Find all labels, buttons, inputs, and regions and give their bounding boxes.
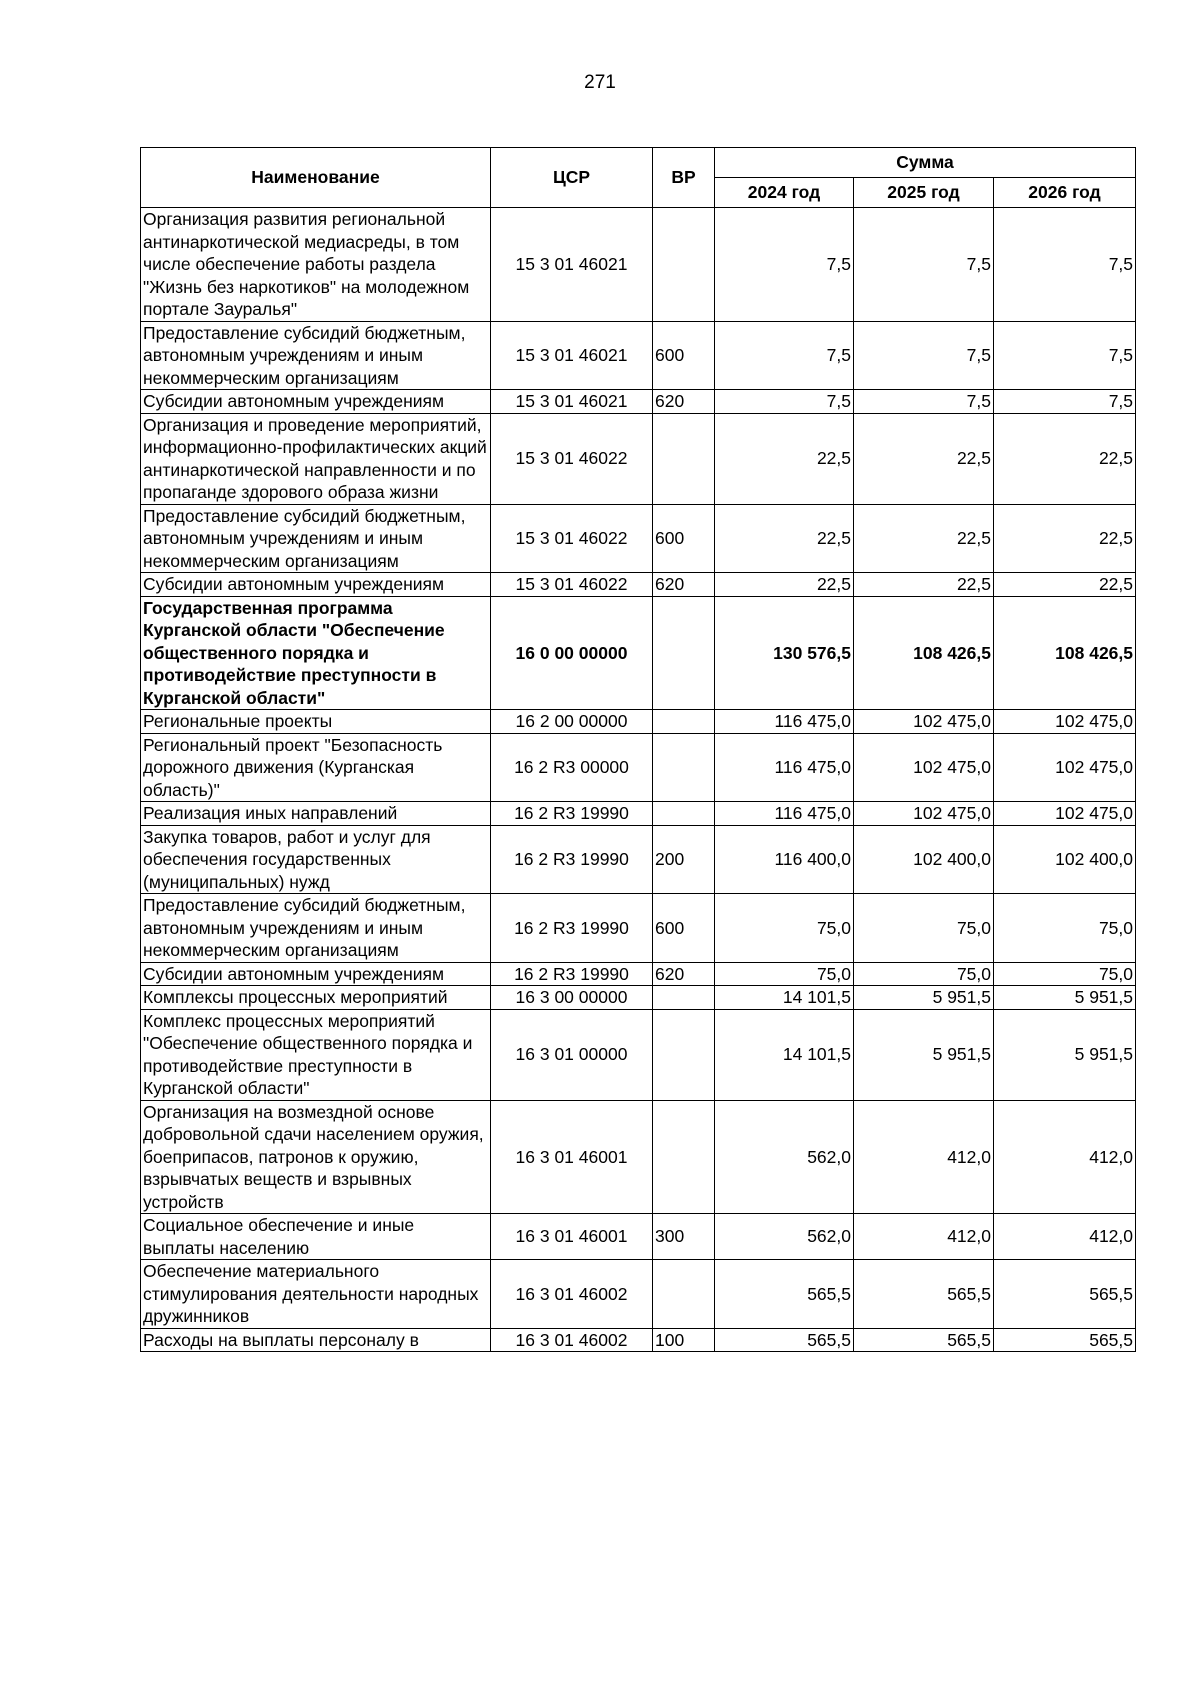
cell-2024: 565,5 (715, 1328, 854, 1352)
cell-2024: 7,5 (715, 390, 854, 414)
cell-vr (653, 710, 715, 734)
cell-vr: 620 (653, 962, 715, 986)
cell-2024: 75,0 (715, 962, 854, 986)
cell-csr: 15 3 01 46021 (491, 208, 653, 322)
table-body (141, 208, 1136, 1352)
cell-name: Субсидии автономным учреждениям (141, 962, 491, 986)
table-row (141, 733, 1136, 802)
cell-2025: 412,0 (854, 1214, 994, 1260)
table-row (141, 962, 1136, 986)
cell-2025: 412,0 (854, 1100, 994, 1214)
cell-vr: 200 (653, 825, 715, 894)
cell-2026: 102 400,0 (994, 825, 1136, 894)
table-row (141, 1009, 1136, 1100)
cell-name: Расходы на выплаты персоналу в (141, 1328, 491, 1352)
cell-csr: 16 3 01 00000 (491, 1009, 653, 1100)
table-row (141, 390, 1136, 414)
cell-2024: 116 475,0 (715, 710, 854, 734)
cell-csr: 16 2 R3 19990 (491, 825, 653, 894)
table-row (141, 825, 1136, 894)
header-sum: Сумма (715, 148, 1136, 178)
cell-vr: 100 (653, 1328, 715, 1352)
cell-2025: 7,5 (854, 208, 994, 322)
cell-csr: 16 3 01 46002 (491, 1260, 653, 1329)
header-2026: 2026 год (994, 178, 1136, 208)
cell-vr: 300 (653, 1214, 715, 1260)
cell-2025: 22,5 (854, 413, 994, 504)
cell-2024: 7,5 (715, 208, 854, 322)
cell-name: Закупка товаров, работ и услуг для обеспечения государственных (муниципальных) нужд (141, 825, 491, 894)
cell-2025: 102 475,0 (854, 733, 994, 802)
cell-2026: 412,0 (994, 1214, 1136, 1260)
cell-name: Реализация иных направлений (141, 802, 491, 826)
cell-2026: 5 951,5 (994, 1009, 1136, 1100)
cell-vr (653, 733, 715, 802)
page-number: 271 (584, 72, 616, 93)
cell-2026: 565,5 (994, 1328, 1136, 1352)
cell-2024: 562,0 (715, 1214, 854, 1260)
cell-name: Региональный проект "Безопасность дорожного движения (Курганская область)" (141, 733, 491, 802)
cell-csr: 15 3 01 46021 (491, 321, 653, 390)
table-row (141, 321, 1136, 390)
header-2025: 2025 год (854, 178, 994, 208)
header-2024: 2024 год (715, 178, 854, 208)
table-row (141, 573, 1136, 597)
cell-vr: 620 (653, 390, 715, 414)
cell-csr: 16 2 R3 19990 (491, 962, 653, 986)
table-row (141, 1328, 1136, 1352)
cell-vr (653, 413, 715, 504)
cell-name: Субсидии автономным учреждениям (141, 390, 491, 414)
cell-csr: 16 2 R3 19990 (491, 802, 653, 826)
table-row (141, 710, 1136, 734)
cell-2026: 7,5 (994, 321, 1136, 390)
cell-2025: 22,5 (854, 504, 994, 573)
cell-csr: 15 3 01 46021 (491, 390, 653, 414)
cell-2024: 22,5 (715, 573, 854, 597)
cell-vr (653, 1100, 715, 1214)
cell-name: Организация развития региональной антинаркотической медиасреды, в том числе обеспечение работы раздела "Жизнь без наркотиков" на молодежном портале Зауралья" (141, 208, 491, 322)
cell-name: Предоставление субсидий бюджетным, автономным учреждениям и иным некоммерческим организациям (141, 504, 491, 573)
cell-2025: 5 951,5 (854, 1009, 994, 1100)
cell-csr: 16 3 01 46002 (491, 1328, 653, 1352)
cell-csr: 16 3 00 00000 (491, 986, 653, 1010)
cell-name: Предоставление субсидий бюджетным, автономным учреждениям и иным некоммерческим организациям (141, 894, 491, 963)
cell-vr (653, 208, 715, 322)
cell-2026: 7,5 (994, 208, 1136, 322)
cell-csr: 15 3 01 46022 (491, 413, 653, 504)
cell-2026: 7,5 (994, 390, 1136, 414)
cell-vr (653, 986, 715, 1010)
cell-2026: 412,0 (994, 1100, 1136, 1214)
cell-csr: 16 3 01 46001 (491, 1100, 653, 1214)
cell-name: Субсидии автономным учреждениям (141, 573, 491, 597)
cell-2024: 565,5 (715, 1260, 854, 1329)
cell-2025: 565,5 (854, 1328, 994, 1352)
cell-vr (653, 596, 715, 710)
cell-2025: 5 951,5 (854, 986, 994, 1010)
cell-2025: 75,0 (854, 894, 994, 963)
cell-2026: 22,5 (994, 413, 1136, 504)
cell-2025: 75,0 (854, 962, 994, 986)
cell-2025: 7,5 (854, 390, 994, 414)
cell-vr: 620 (653, 573, 715, 597)
cell-csr: 16 3 01 46001 (491, 1214, 653, 1260)
cell-2024: 562,0 (715, 1100, 854, 1214)
cell-2024: 75,0 (715, 894, 854, 963)
cell-vr (653, 1260, 715, 1329)
table-row (141, 894, 1136, 963)
cell-csr: 16 2 00 00000 (491, 710, 653, 734)
cell-2025: 102 475,0 (854, 802, 994, 826)
cell-2026: 75,0 (994, 894, 1136, 963)
cell-name: Организация и проведение мероприятий, информационно-профилактических акций антинаркотической направленности и по пропаганде здорового образа жизни (141, 413, 491, 504)
table-row (141, 802, 1136, 826)
cell-csr: 15 3 01 46022 (491, 573, 653, 597)
cell-2024: 130 576,5 (715, 596, 854, 710)
cell-name: Обеспечение материального стимулирования деятельности народных дружинников (141, 1260, 491, 1329)
table-row (141, 1260, 1136, 1329)
cell-name: Комплекс процессных мероприятий "Обеспечение общественного порядка и противодействие преступности в Курганской области" (141, 1009, 491, 1100)
cell-2024: 14 101,5 (715, 986, 854, 1010)
cell-2026: 22,5 (994, 573, 1136, 597)
header-name: Наименование (141, 148, 491, 208)
cell-2024: 22,5 (715, 413, 854, 504)
cell-2026: 108 426,5 (994, 596, 1136, 710)
cell-csr: 16 2 R3 19990 (491, 894, 653, 963)
cell-2024: 7,5 (715, 321, 854, 390)
cell-csr: 16 0 00 00000 (491, 596, 653, 710)
header-csr: ЦСР (491, 148, 653, 208)
cell-2025: 7,5 (854, 321, 994, 390)
cell-csr: 16 2 R3 00000 (491, 733, 653, 802)
table-row (141, 413, 1136, 504)
cell-2026: 22,5 (994, 504, 1136, 573)
table-row (141, 596, 1136, 710)
cell-vr (653, 1009, 715, 1100)
cell-vr: 600 (653, 321, 715, 390)
table-row (141, 1214, 1136, 1260)
table-row (141, 1100, 1136, 1214)
table-row (141, 208, 1136, 322)
cell-name: Государственная программа Курганской области "Обеспечение общественного порядка и противодействие преступности в Курганской области" (141, 596, 491, 710)
cell-2024: 14 101,5 (715, 1009, 854, 1100)
cell-2025: 22,5 (854, 573, 994, 597)
cell-name: Комплексы процессных мероприятий (141, 986, 491, 1010)
budget-table (140, 147, 1136, 1352)
cell-name: Региональные проекты (141, 710, 491, 734)
cell-2025: 565,5 (854, 1260, 994, 1329)
cell-vr: 600 (653, 894, 715, 963)
cell-2025: 108 426,5 (854, 596, 994, 710)
cell-name: Предоставление субсидий бюджетным, автономным учреждениям и иным некоммерческим организациям (141, 321, 491, 390)
header-vr: ВР (653, 148, 715, 208)
cell-name: Организация на возмездной основе добровольной сдачи населением оружия, боеприпасов, патронов к оружию, взрывчатых веществ и взрывных устройств (141, 1100, 491, 1214)
table-row (141, 986, 1136, 1010)
cell-2024: 116 400,0 (715, 825, 854, 894)
cell-2026: 102 475,0 (994, 733, 1136, 802)
cell-2024: 22,5 (715, 504, 854, 573)
cell-vr: 600 (653, 504, 715, 573)
cell-csr: 15 3 01 46022 (491, 504, 653, 573)
cell-2024: 116 475,0 (715, 733, 854, 802)
cell-2026: 102 475,0 (994, 710, 1136, 734)
table-row (141, 504, 1136, 573)
cell-2025: 102 475,0 (854, 710, 994, 734)
cell-2026: 102 475,0 (994, 802, 1136, 826)
cell-2024: 116 475,0 (715, 802, 854, 826)
cell-vr (653, 802, 715, 826)
cell-2025: 102 400,0 (854, 825, 994, 894)
cell-2026: 5 951,5 (994, 986, 1136, 1010)
cell-2026: 565,5 (994, 1260, 1136, 1329)
cell-2026: 75,0 (994, 962, 1136, 986)
cell-name: Социальное обеспечение и иные выплаты населению (141, 1214, 491, 1260)
